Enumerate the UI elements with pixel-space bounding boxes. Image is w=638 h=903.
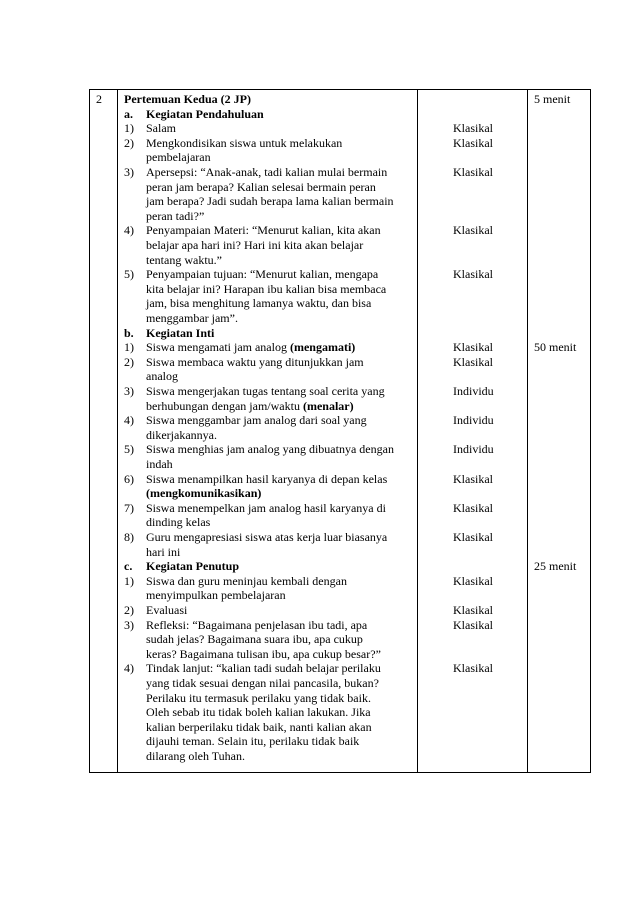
item-method: Klasikal <box>453 121 493 136</box>
item-method: Klasikal <box>453 603 493 617</box>
item-text-line: kalian berperilaku tidak baik, nanti kalian akan <box>146 719 372 734</box>
item-number: 4) <box>124 223 134 238</box>
item-text-line: berhubungan dengan jam/waktu (menalar) <box>146 398 354 413</box>
item-number: 4) <box>124 413 134 428</box>
item-text-line: Siswa mengerjakan tugas tentang soal cerita yang <box>146 384 385 398</box>
time-opening: 5 menit <box>534 92 571 106</box>
item-number: 5) <box>124 267 134 282</box>
item-text-line: Mengkondisikan siswa untuk melakukan <box>146 135 343 150</box>
item-text-line: menggambar jam”. <box>146 311 238 325</box>
item-text-line: sudah jelas? Bagaimana suara ibu, apa cukup <box>146 632 363 647</box>
item-text-line: Guru mengapresiasi siswa atas kerja luar biasanya <box>146 530 388 544</box>
item-text-line: jam, bisa menghitung lamanya waktu, dan bisa <box>146 296 372 311</box>
item-bold-line: (mengkomunikasikan) <box>146 486 262 501</box>
item-text-line: dikerjakannya. <box>146 427 217 442</box>
item-text-line: peran jam berapa? Kalian selesai bermain peran <box>146 179 376 194</box>
item-text-line: analog <box>146 369 178 384</box>
item-number: 4) <box>124 661 134 676</box>
item-method: Klasikal <box>453 617 493 632</box>
item-method: Klasikal <box>453 135 493 150</box>
item-number: 6) <box>124 471 134 486</box>
time-core: 50 menit <box>534 340 577 355</box>
item-text-line: Siswa menampilkan hasil karyanya di depan kelas <box>146 471 388 486</box>
section-heading: Kegiatan Inti <box>146 325 215 340</box>
item-text-line: dilarang oleh Tuhan. <box>146 749 245 763</box>
item-method: Klasikal <box>453 340 493 355</box>
meeting-title: Pertemuan Kedua (2 JP) <box>124 92 251 106</box>
item-number: 7) <box>124 500 134 515</box>
item-text-line: yang tidak sesuai dengan nilai pancasila, bukan? <box>146 676 379 690</box>
item-text-line: Tindak lanjut: “kalian tadi sudah belajar perilaku <box>146 661 381 676</box>
item-method: Klasikal <box>453 530 493 544</box>
section-heading: Kegiatan Pendahuluan <box>146 106 264 121</box>
item-number: 3) <box>124 384 134 398</box>
item-text-line: Apersepsi: “Anak-anak, tadi kalian mulai bermain <box>146 165 388 179</box>
item-text-line: jam berapa? Jadi sudah berapa lama kalian bermain <box>146 194 394 209</box>
item-text-line: pembelajaran <box>146 150 211 165</box>
item-text-line: Siswa menggambar jam analog dari soal yang <box>146 413 367 428</box>
item-bold-suffix: (mengamati) <box>286 340 356 355</box>
item-text-line: Penyampaian Materi: “Menurut kalian, kita akan <box>146 223 381 238</box>
item-text-line: Siswa mengamati jam analog (mengamati) <box>146 340 356 355</box>
column-divider <box>527 90 528 772</box>
item-method: Klasikal <box>453 573 493 588</box>
item-text-line: keras? Bagaimana tulisan ibu, apa cukup besar?” <box>146 646 381 661</box>
item-text-line: menyimpulkan pembelajaran <box>146 588 286 603</box>
time-closing: 25 menit <box>534 559 577 574</box>
item-text-line: Siswa menempelkan jam analog hasil karyanya di <box>146 500 386 515</box>
item-text-line: dijauhi teman. Selain itu, perilaku tidak baik <box>146 734 360 749</box>
item-method: Individu <box>453 413 494 428</box>
item-text-line: Perilaku itu termasuk perilaku yang tidak baik. <box>146 690 371 705</box>
item-text-line: kita belajar ini? Harapan ibu kalian bisa membaca <box>146 281 387 296</box>
item-method: Klasikal <box>453 223 493 238</box>
item-text-line: Salam <box>146 121 176 136</box>
item-text-line: Siswa membaca waktu yang ditunjukkan jam <box>146 354 364 369</box>
item-method: Klasikal <box>453 471 493 486</box>
item-method: Klasikal <box>453 500 493 515</box>
column-divider <box>417 90 418 772</box>
item-number: 1) <box>124 573 134 588</box>
section-letter: b. <box>124 325 134 340</box>
item-text-line: hari ini <box>146 544 181 559</box>
item-method: Individu <box>453 384 494 398</box>
item-number: 8) <box>124 530 134 544</box>
item-method: Klasikal <box>453 267 493 282</box>
item-text-line: tentang waktu.” <box>146 252 222 267</box>
item-text-line: Refleksi: “Bagaimana penjelasan ibu tadi, apa <box>146 617 368 632</box>
item-number: 1) <box>124 340 134 355</box>
column-divider <box>117 90 118 772</box>
row-number: 2 <box>96 92 102 106</box>
item-method: Klasikal <box>453 661 493 676</box>
item-text-line: peran tadi?” <box>146 208 205 223</box>
item-number: 5) <box>124 442 134 457</box>
item-number: 3) <box>124 165 134 179</box>
item-number: 2) <box>124 135 134 150</box>
item-text-line: Evaluasi <box>146 603 188 617</box>
item-bold-suffix: (menalar) <box>299 398 354 413</box>
item-text-line: Penyampaian tujuan: “Menurut kalian, mengapa <box>146 267 379 282</box>
section-letter: c. <box>124 559 133 574</box>
item-text-line: Siswa menghias jam analog yang dibuatnya dengan <box>146 442 394 457</box>
item-method: Klasikal <box>453 165 493 179</box>
item-text-line: Siswa dan guru meninjau kembali dengan <box>146 573 347 588</box>
item-text-line: Oleh sebab itu tidak boleh kalian lakukan. Jika <box>146 705 371 720</box>
section-heading: Kegiatan Penutup <box>146 559 240 574</box>
item-number: 1) <box>124 121 134 136</box>
item-text-line: dinding kelas <box>146 515 211 530</box>
item-number: 3) <box>124 617 134 632</box>
item-number: 2) <box>124 603 134 617</box>
item-method: Individu <box>453 442 494 457</box>
item-method: Klasikal <box>453 354 493 369</box>
item-number: 2) <box>124 354 134 369</box>
item-text-line: indah <box>146 457 173 471</box>
item-text-line: belajar apa hari ini? Hari ini kita akan belajar <box>146 238 364 252</box>
section-letter: a. <box>124 106 133 121</box>
